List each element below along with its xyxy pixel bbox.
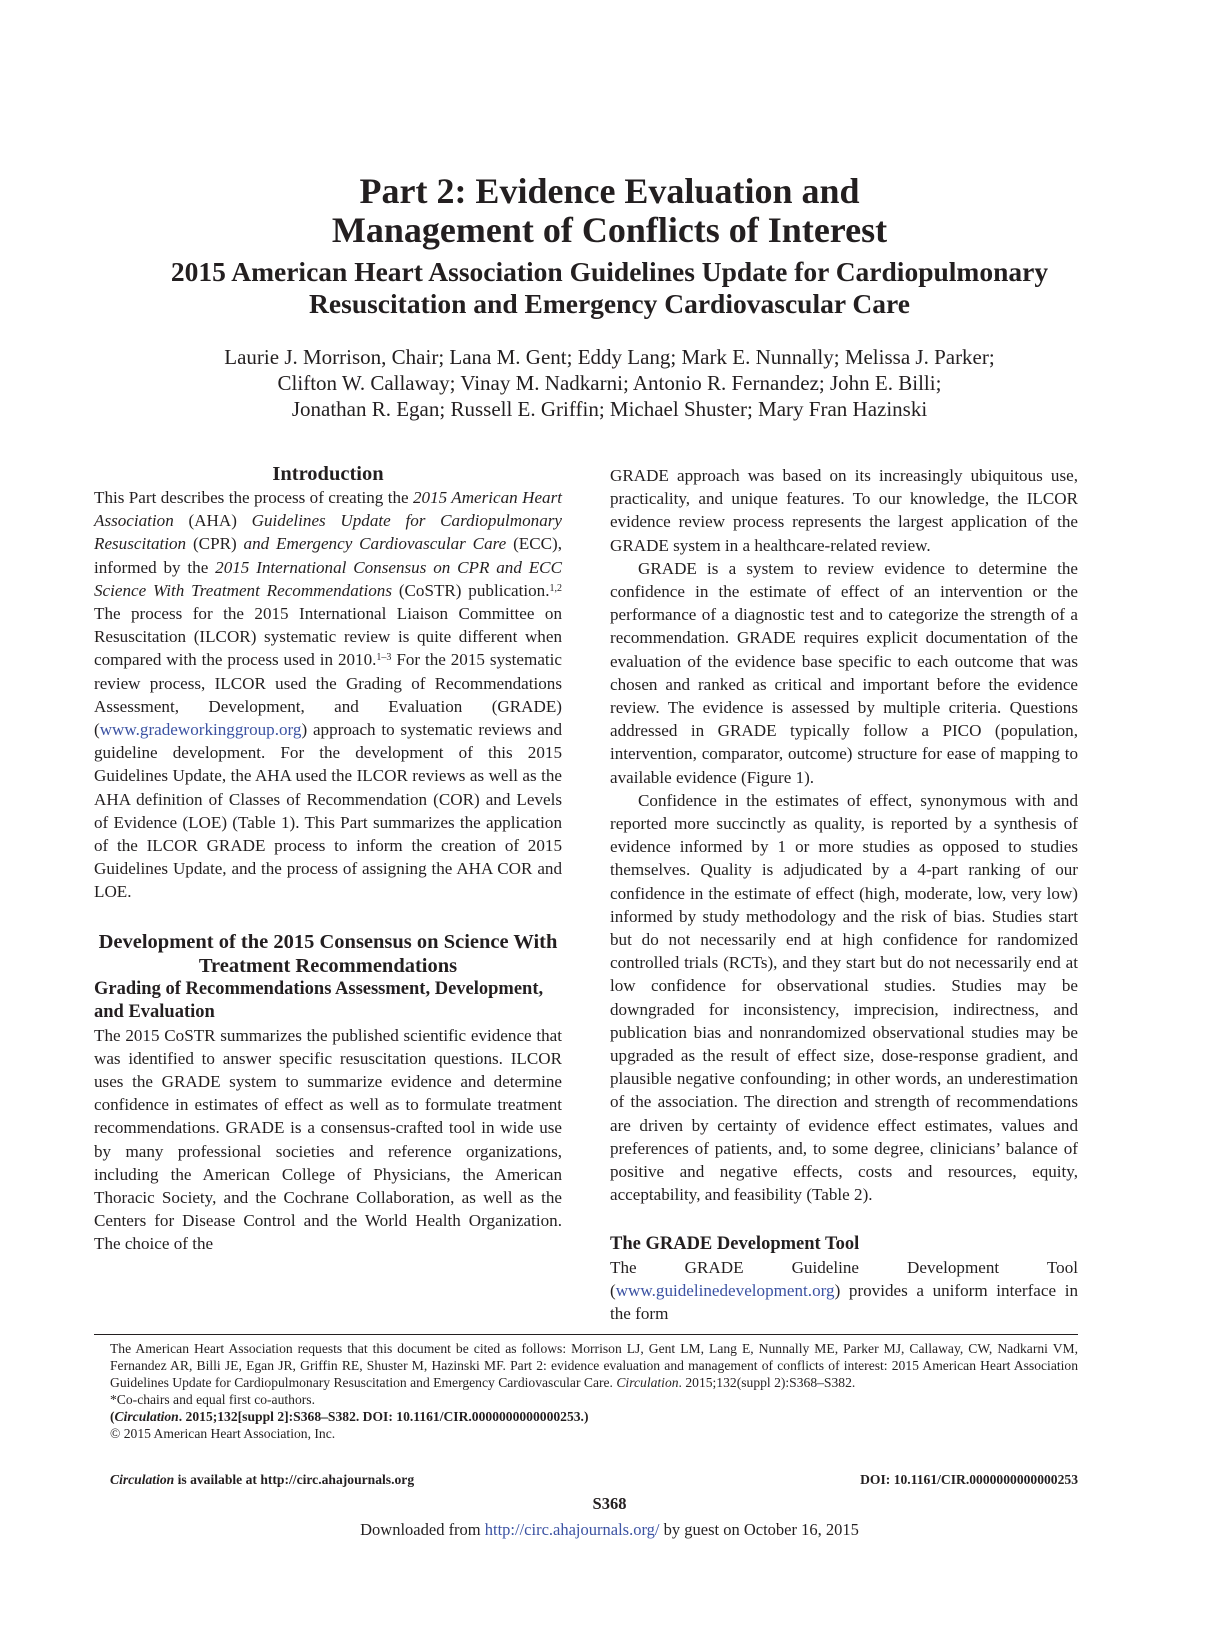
text-span: Guidelines Update for Cardiopulmonary Resuscitation (94, 511, 562, 554)
text-span: and Emergency Cardiovascular Care (243, 534, 507, 554)
subtitle-line: 2015 American Heart Association Guidelines Update for Cardiopulmonary (170, 256, 1049, 287)
text-span: The GRADE Guideline Development Tool ( (610, 1257, 1078, 1300)
text-span: (CoSTR) publication. (392, 580, 550, 600)
footnotes (94, 1340, 1078, 1442)
paragraph (610, 557, 1078, 789)
text-span: (AHA) (173, 511, 252, 531)
paragraph (610, 1256, 1078, 1326)
text-span: GRADE is a system to review evidence to determine the confidence in the estimate of effect of an intervention or the performance of a diagnostic test and to categorize the strength of a recommendation. GRADE requires explicit documentation of the evaluation of the evidence base specific to each outcome that was chosen and ranked as critical and important before the evidence review. The evidence is assessed by multiple criteria. Questions addressed in GRADE typically follow a PICO (population, intervention, comparator, outcome) structure for ease of mapping to available evidence (Figure 1). (610, 558, 1078, 787)
citation-note (94, 1340, 1078, 1391)
text-span: 2015 American Heart Association (94, 488, 563, 531)
text-span: GRADE approach was based on its increasingly ubiquitous use, practicality, and unique features. To our knowledge, the ILCOR evidence review process represents the largest application of the GRADE system in a healthcare-related review. (610, 466, 1078, 555)
text-span: 2015 International Consensus on CPR and ECC Science With Treatment Recommendations (94, 557, 562, 600)
right-column (610, 464, 1078, 1325)
section-heading: Development of the 2015 Consensus on Science With Treatment Recommendations (98, 930, 558, 977)
text-span: The American Heart Association requests that this document be cited as follows: Morrison LJ, Gent LM, Lang E, Nunnally ME, Parker MJ, Callaway, CW, Nadkarni VM, Fernandez AR, Billi JE, Egan JR, Griffin RE, Shuster M, Hazinski MF. Part 2: evidence evaluation and management of conflicts of interest: 2015 American Heart Association Guidelines Update for Cardiopulmonary Resuscitation and Emergency Cardiovascular Care. (110, 1341, 1078, 1390)
availability-line (110, 1472, 1078, 1488)
copyright-note: © 2015 American Heart Association, Inc. (110, 1426, 336, 1441)
availability-text (110, 1472, 414, 1488)
article-subtitle (0, 256, 1219, 320)
text-span: Confidence in the estimates of effect, synonymous with and reported more succinctly as quality, is reported by a synthesis of evidence informed by 1 or more studies as opposed to studies themselves. Quality is adjudicated by a 4-part ranking of our confidence in the estimate of effect (high, moderate, low, very low) informed by study methodology and the risk of bias. Studies start but do not necessarily end at high confidence for randomized controlled trials (RCTs), and they start but do not necessarily end at low confidence for observational studies. Studies may be downgraded for inconsistency, imprecision, indirectness, and publication bias and nonrandomized observational studies may be upgraded as the result of effect size, dose-response gradient, and plausible negative confounding; in other words, an underestimation of the association. The direction and strength of recommendations are driven by certainty of evidence effect estimates, values and preferences of patients, and, to some degree, clinicians’ balance of positive and negative effects, costs and resources, equity, acceptability, and feasibility (Table 2). (610, 790, 1078, 1205)
text-span: . 2015;132[suppl 2]:S368–S382. DOI: 10.1161/CIR.0000000000000253.) (178, 1409, 589, 1424)
paragraph (94, 1024, 562, 1256)
text-span: Circulation (114, 1409, 179, 1424)
paragraph (610, 464, 1078, 557)
text-span: For the 2015 systematic review process, ILCOR used the Grading of Recommendations Assessment, Development, and Evaluation (GRADE) ( (94, 650, 562, 740)
title-line: Part 2: Evidence Evaluation and (359, 171, 860, 211)
text-span: The 2015 CoSTR summarizes the published scientific evidence that was identified to answer specific resuscitation questions. ILCOR uses the GRADE system to summarize evidence and determine confidence in estimates of effect as well as to formulate treatment recommendations. GRADE is a consensus-crafted tool in wide use by many professional societies and reference organizations, including the American College of Physicians, the American Thoracic Society, and the Cochrane Collaboration, as well as the Centers for Disease Control and the World Health Organization. The choice of the (94, 1025, 562, 1254)
paragraph (94, 486, 562, 904)
text-span: This Part describes the process of creating the (94, 488, 413, 507)
journal-name: Circulation (110, 1472, 175, 1487)
subsection-heading: Grading of Recommendations Assessment, Development, and Evaluation (94, 978, 544, 1022)
spacer (94, 904, 562, 930)
text-span: . 2015;132(suppl 2):S368–S382. (678, 1375, 856, 1390)
text-span: (ECC), informed by the (94, 534, 562, 577)
author-list (0, 344, 1219, 422)
author-line: Clifton W. Callaway; Vinay M. Nadkarni; Antonio R. Fernandez; John E. Billi; (277, 371, 942, 395)
subtitle-line: Resuscitation and Emergency Cardiovascular Care (309, 288, 910, 319)
author-line: Jonathan R. Egan; Russell E. Griffin; Michael Shuster; Mary Fran Hazinski (291, 397, 928, 421)
download-prefix: Downloaded from (360, 1520, 485, 1539)
text-span: (CPR) (186, 534, 244, 554)
subsection-heading: The GRADE Development Tool (610, 1233, 860, 1254)
text-span: Circulation (616, 1375, 679, 1390)
text-span: ( (110, 1409, 115, 1424)
text-span: The process for the 2015 International Liaison Committee on Resuscitation (ILCOR) systematic review is quite different when compared with the process used in 2010. (94, 604, 562, 670)
spacer (610, 1207, 1078, 1233)
left-column (94, 462, 562, 1256)
footnote-divider (94, 1334, 1078, 1335)
download-notice (0, 1520, 1219, 1540)
download-link[interactable]: http://circ.ahajournals.org/ (484, 1520, 660, 1539)
text-span: ) approach to systematic reviews and guideline development. For the development of this 2015 Guidelines Update, the AHA used the ILCOR reviews as well as the AHA definition of Classes of Recommendation (COR) and Levels of Evidence (LOE) (Table 1). This Part summarizes the application of the ILCOR GRADE process to inform the creation of 2015 Guidelines Update, and the process of assigning the AHA COR and LOE. (94, 720, 562, 902)
link[interactable]: www.gradeworkinggroup.org (99, 720, 302, 740)
availability-url-text: is available at http://circ.ahajournals.org (174, 1472, 415, 1487)
cochairs-note: *Co-chairs and equal first co-authors. (110, 1392, 315, 1407)
citation-superscript: 1–3 (376, 652, 392, 664)
author-line: Laurie J. Morrison, Chair; Lana M. Gent; Eddy Lang; Mark E. Nunnally; Melissa J. Parker; (224, 345, 995, 369)
text-span: ) provides a uniform interface in the form (610, 1280, 1078, 1323)
doi-text: DOI: 10.1161/CIR.0000000000000253 (860, 1472, 1078, 1487)
title-line: Management of Conflicts of Interest (331, 210, 888, 250)
citation-superscript: 1,2 (549, 582, 562, 594)
article-title (0, 172, 1219, 250)
doi-note (94, 1408, 1078, 1425)
page-number: S368 (592, 1494, 627, 1513)
paragraph (610, 789, 1078, 1207)
link[interactable]: www.guidelinedevelopment.org (615, 1280, 835, 1300)
download-suffix: by guest on October 16, 2015 (659, 1520, 859, 1539)
section-heading: Introduction (272, 463, 384, 485)
